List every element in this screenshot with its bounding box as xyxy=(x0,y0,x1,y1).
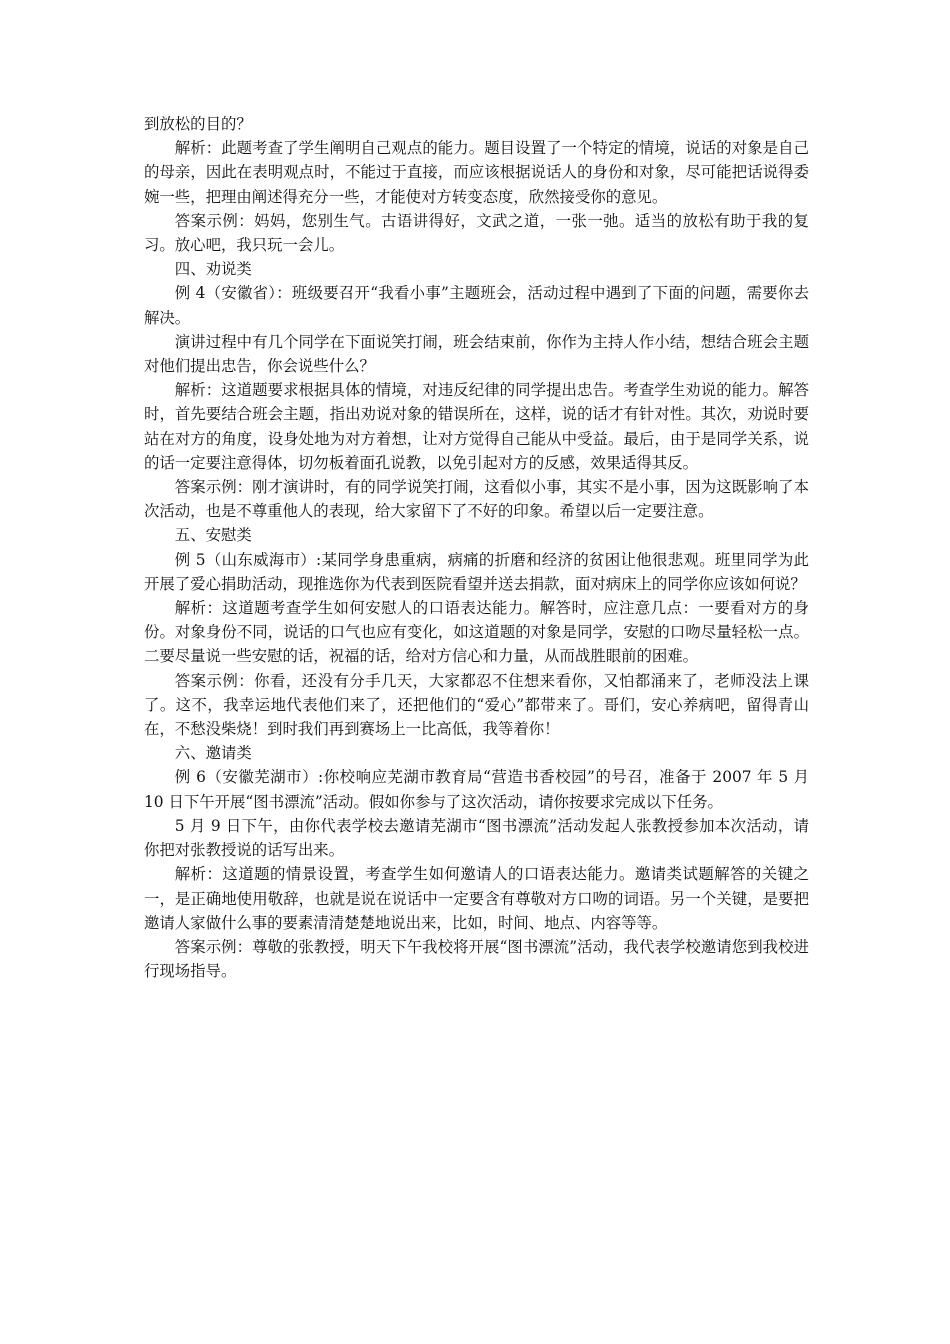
section-heading-comfort: 五、安慰类 xyxy=(174,526,252,545)
paragraph-analysis-5: 解析：这道题考查学生如何安慰人的口语表达能力。解答时，应注意几点：一要看对方的身份。对象身份不同，说话的口气也应有变化，如这道题的对象是同学，安慰的口吻尽量轻松一点。二要尽量说一些安慰的话，祝福的话，给对方信心和力量，从而战胜眼前的困难。 xyxy=(144,599,809,666)
paragraph-example-6: 例 6（安徽芜湖市）:你校响应芜湖市教育局“营造书香校园”的号召，准备于 2007 年 5 月 10 日下午开展“图书漂流”活动。假如你参与了这次活动，请你按要求完成以下任务。 xyxy=(144,768,809,811)
document-page xyxy=(144,112,809,983)
paragraph-example-5: 例 5（山东威海市）:某同学身患重病，病痛的折磨和经济的贫困让他很悲观。班里同学为此开展了爱心捐助活动，现推选你为代表到医院看望并送去捐款，面对病床上的同学你应该如何说？ xyxy=(144,550,809,593)
paragraph-analysis-1: 解析：此题考查了学生阐明自己观点的能力。题目设置了一个特定的情境，说话的对象是自己的母亲，因此在表明观点时，不能过于直接，而应该根据说话人的身份和对象，尽可能把话说得委婉一些，把理由阐述得充分一些，才能使对方转变态度，欣然接受你的意见。 xyxy=(144,139,809,206)
paragraph-continuation: 到放松的目的？ xyxy=(144,115,252,133)
paragraph-example-6-task: 5 月 9 日下午，由你代表学校去邀请芜湖市“图书漂流”活动发起人张教授参加本次活动，请你把对张教授说的话写出来。 xyxy=(144,816,809,860)
section-heading-persuasion: 四、劝说类 xyxy=(174,260,252,279)
paragraph-answer-5: 答案示例：你看，还没有分手几天，大家都忍不住想来看你，又怕都涌来了，老师没法上课了。这不，我幸运地代表他们来了，还把他们的“爱心”都带来了。哥们，安心养病吧，留得青山在，不愁没柴烧！到时我们再到赛场上一比高低，我等着你！ xyxy=(144,671,809,739)
paragraph-analysis-6: 解析：这道题的情景设置，考查学生如何邀请人的口语表达能力。邀请类试题解答的关键之一，是正确地使用敬辞，也就是说在说话中一定要含有尊敬对方口吻的词语。另一个关键，是要把邀请人家做什么事的要素清清楚楚地说出来，比如，时间、地点、内容等等。 xyxy=(144,865,809,932)
paragraph-answer-6: 答案示例：尊敬的张教授，明天下午我校将开展“图书漂流”活动，我代表学校邀请您到我校进行现场指导。 xyxy=(144,937,809,981)
paragraph-example-4: 例 4（安徽省）：班级要召开“我看小事”主题班会，活动过程中遇到了下面的问题，需要你去解决。 xyxy=(144,284,809,327)
paragraph-analysis-4: 解析：这道题要求根据具体的情境，对违反纪律的同学提出忠告。考查学生劝说的能力。解答时，首先要结合班会主题，指出劝说对象的错误所在，这样，说的话才有针对性。其次，劝说时要站在对方的角度，设身处地为对方着想，让对方觉得自己能从中受益。最后，由于是同学关系，说的话一定要注意得体，切勿板着面孔说教，以免引起对方的反感，效果适得其反。 xyxy=(144,381,809,472)
paragraph-answer-1: 答案示例：妈妈，您别生气。古语讲得好，文武之道，一张一弛。适当的放松有助于我的复习。放心吧，我只玩一会儿。 xyxy=(144,211,809,255)
paragraph-answer-4: 答案示例：刚才演讲时，有的同学说笑打闹，这看似小事，其实不是小事，因为这既影响了本次活动，也是不尊重他人的表现，给大家留下了不好的印象。希望以后一定要注意。 xyxy=(144,478,809,521)
paragraph-example-4-task: 演讲过程中有几个同学在下面说笑打闹，班会结束前，你作为主持人作小结，想结合班会主题对他们提出忠告，你会说些什么？ xyxy=(144,332,809,376)
section-heading-invitation: 六、邀请类 xyxy=(174,744,252,763)
